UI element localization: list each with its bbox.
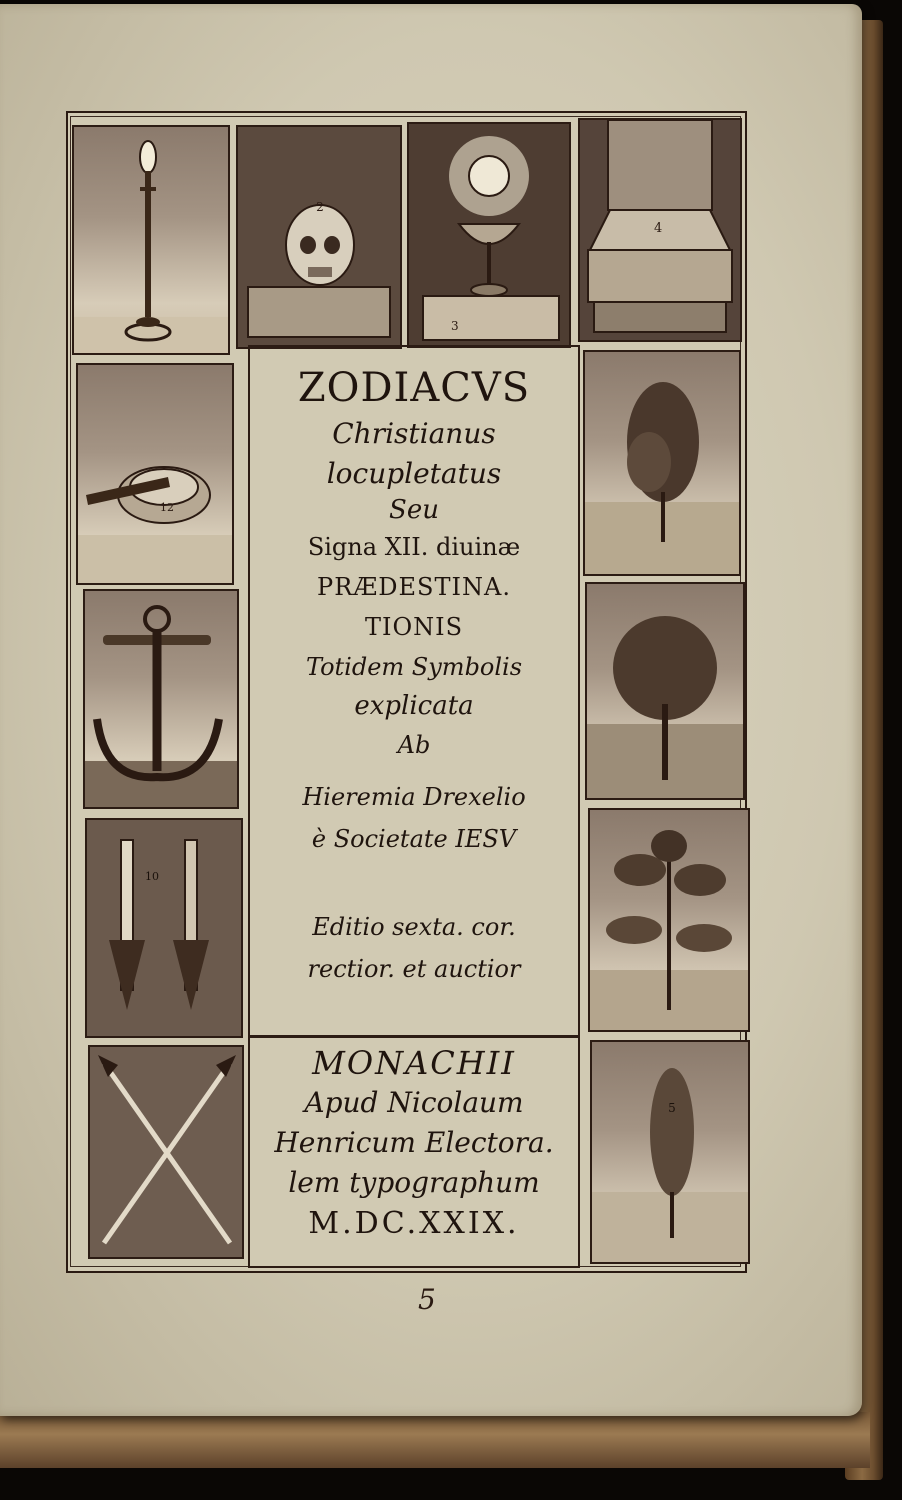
emblem-torches bbox=[85, 818, 243, 1038]
emblem-crossed-lances bbox=[88, 1045, 244, 1259]
imprint-printer: Apud Nicolaum bbox=[304, 1086, 524, 1119]
title-line-locupletatus: locupletatus bbox=[326, 457, 502, 490]
emblem-shrub bbox=[583, 350, 741, 576]
emblem-sundial bbox=[76, 363, 234, 585]
title-line-seu: Seu bbox=[389, 495, 439, 525]
emblem-candle bbox=[72, 125, 230, 355]
emblem-number: 2 bbox=[316, 200, 324, 214]
edition-line-2: rectior. et auctior bbox=[307, 955, 521, 983]
title-line-praedestina: PRÆDESTINA. bbox=[317, 573, 511, 601]
imprint-city: MONACHII bbox=[312, 1044, 516, 1082]
emblem-plant bbox=[588, 808, 750, 1032]
emblem-pedestal bbox=[578, 118, 742, 342]
book-title: ZODIACVS bbox=[297, 365, 531, 411]
crossed-lances-icon bbox=[90, 1047, 242, 1257]
plant-icon bbox=[590, 810, 748, 1030]
chalice-icon bbox=[409, 124, 569, 346]
pedestal-icon bbox=[580, 120, 740, 340]
emblem-number: 4 bbox=[654, 221, 663, 236]
imprint-printer-name: Henricum Electora. bbox=[274, 1126, 554, 1159]
emblem-skull bbox=[236, 125, 402, 349]
emblem-number: 12 bbox=[160, 501, 174, 514]
emblem-tree bbox=[585, 582, 745, 800]
page-edges bbox=[0, 1412, 870, 1468]
title-line-tionis: TIONIS bbox=[364, 613, 464, 641]
sundial-icon bbox=[78, 365, 232, 583]
title-line-christianus: Christianus bbox=[332, 417, 496, 450]
title-line-signa: Signa XII. diuinæ bbox=[307, 533, 521, 561]
title-line-explicata: explicata bbox=[354, 691, 474, 721]
edition-line-1: Editio sexta. cor. bbox=[312, 913, 516, 941]
shrub-icon bbox=[585, 352, 739, 574]
candle-icon bbox=[74, 127, 228, 353]
anchor-icon bbox=[85, 591, 237, 807]
torches-icon bbox=[87, 820, 241, 1036]
author-name: Hieremia Drexelio bbox=[302, 783, 526, 811]
imprint-printer-title: lem typographum bbox=[288, 1166, 540, 1199]
emblem-anchor bbox=[83, 589, 239, 809]
signature-mark: 5 bbox=[418, 1283, 436, 1316]
emblem-cypress bbox=[590, 1040, 750, 1264]
cypress-icon bbox=[592, 1042, 748, 1262]
emblem-number: 3 bbox=[451, 319, 459, 333]
skull-icon bbox=[238, 127, 400, 347]
imprint-year: M.DC.XXIX. bbox=[308, 1206, 520, 1241]
author-society: è Societate IESV bbox=[311, 825, 517, 853]
imprint-block bbox=[248, 1036, 580, 1268]
tree-icon bbox=[587, 584, 743, 798]
emblem-number: 10 bbox=[145, 870, 159, 883]
emblem-number: 5 bbox=[668, 1101, 676, 1115]
emblem-chalice bbox=[407, 122, 571, 348]
title-line-ab: Ab bbox=[397, 731, 431, 759]
title-block bbox=[248, 345, 580, 1037]
title-line-totidem: Totidem Symbolis bbox=[305, 653, 523, 681]
